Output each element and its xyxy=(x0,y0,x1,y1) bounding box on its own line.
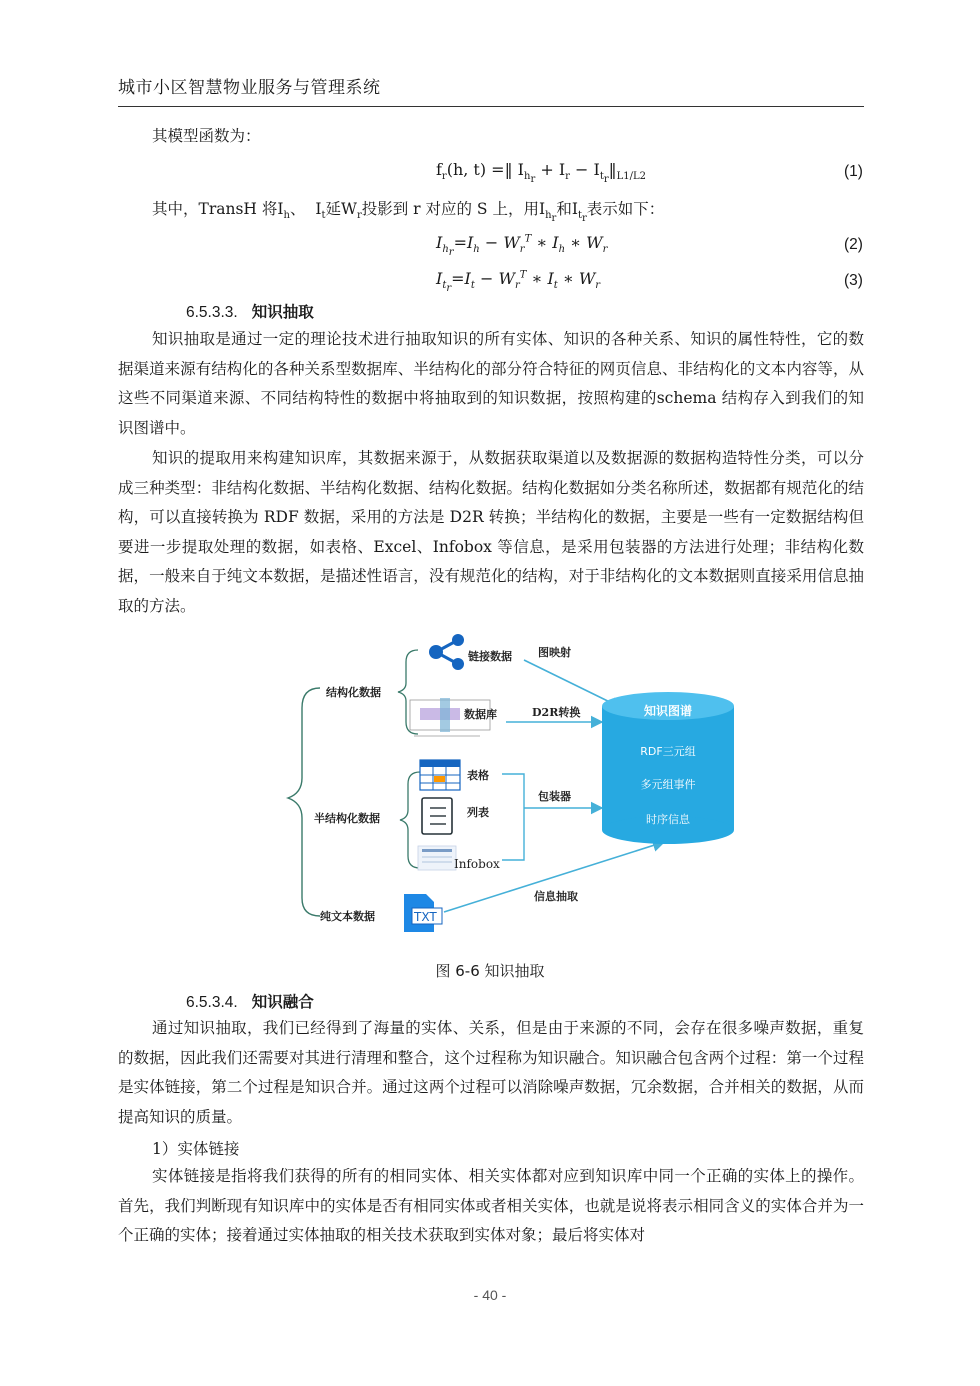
page-header xyxy=(118,70,864,107)
paragraph-2: 知识的提取用来构建知识库，其数据来源于，从数据获取渠道以及数据源的数据构造特性分类，可以分成三种类型：非结构化数据、半结构化数据、结构化数据。结构化数据如分类名称所述，数据都有规范化的结构，可以直接转换为 RDF 数据，采用的方法是 D2R 转换；半结构化的数据，主要是一些有一定数据结构但要进一步提取处理的数据，如表格、Excel、Infobox 等信息，是采用包装器的方法进行处理；非结构化数据，一般来自于纯文本数据，是描述性语言，没有规范化的结构，对于非结构化的文本数据则直接采用信息抽取的方法。 xyxy=(118,449,864,615)
label-structured: 结构化数据 xyxy=(326,686,381,699)
equation-1-number: (1) xyxy=(844,163,863,180)
label-txt: TXT xyxy=(414,910,437,924)
paragraph-1: 知识抽取是通过一定的理论技术进行抽取知识的所有实体、知识的各种关系、知识的属性特性，它的数据渠道来源有结构化的各种关系型数据库、半结构化的部分符合特征的网页信息、非结构化的文本内容等，从这些不同渠道来源、不同结构特性的数据中将抽取到的知识数据，按照构建的schema 结构存入到我们的知识图谱中。 xyxy=(118,330,864,437)
equation-2-number: (2) xyxy=(844,236,863,253)
label-kg-item-1: RDF三元组 xyxy=(640,745,696,758)
figure-caption: 图 6-6 知识抽取 xyxy=(435,962,545,980)
label-list: 列表 xyxy=(467,806,489,819)
equation-1: $f_r(h$, t) =‖ $I_{h_r} + I_r$ − $I_{t_r}‖_{L1/L2}$ xyxy=(436,160,647,186)
main-brace xyxy=(288,688,320,916)
section-heading-6534: 6.5.3.4. 知识融合 xyxy=(186,993,314,1011)
semi-bracket xyxy=(502,774,524,860)
label-database: 数据库 xyxy=(464,708,497,721)
equation-2: $I_{h_r}=I_h - W_r^T$ ∗ $I_h$ ∗ $W_r$ xyxy=(436,233,608,259)
label-d2r: D2R转换 xyxy=(532,706,581,719)
label-info-extract: 信息抽取 xyxy=(534,890,578,903)
semi-brace xyxy=(400,772,420,868)
intro-line: 其模型函数为： xyxy=(152,127,261,145)
knowledge-extraction-figure xyxy=(280,628,760,944)
label-semi-structured: 半结构化数据 xyxy=(314,812,380,825)
label-kg-title: 知识图谱 xyxy=(643,704,693,718)
list-item-entity-linking: 1）实体链接 xyxy=(152,1140,240,1158)
infobox-icon xyxy=(418,846,456,870)
equation-3: $I_{t_r}=I_t - W_r^T$ ∗ $I_t$ ∗ $W_r$ xyxy=(436,269,601,295)
structured-brace xyxy=(398,650,418,734)
label-infobox: Infobox xyxy=(454,857,500,871)
paragraph-4: 实体链接是指将我们获得的所有的相同实体、相关实体都对应到知识库中同一个正确的实体上的操作。首先，我们判断现有知识库中的实体是否有相同实体或者相关实体，也就是说将表示相同含义的实体合并为一个正确的实体；接着通过实体抽取的相关技术获取到实体对象；最后将实体对 xyxy=(118,1167,864,1245)
page-number: - 40 - xyxy=(473,1287,507,1303)
label-kg-item-3: 时序信息 xyxy=(646,813,690,826)
label-table: 表格 xyxy=(467,769,489,782)
label-graph-mapping: 图映射 xyxy=(538,646,571,659)
paragraph-3: 通过知识抽取，我们已经得到了海量的实体、关系，但是由于来源的不同，会存在很多噪声数据，重复的数据，因此我们还需要对其进行清理和整合，这个过程称为知识融合。知识融合包含两个过程：第一个过程是实体链接，第二个过程是知识合并。通过这两个过程可以消除噪声数据，冗余数据，合并相关的数据，从而提高知识的质量。 xyxy=(118,1019,864,1126)
label-plain-text: 纯文本数据 xyxy=(320,910,375,923)
linked-data-icon xyxy=(429,634,464,670)
label-wrapper: 包装器 xyxy=(538,790,571,803)
section-heading-6533: 6.5.3.3. 知识抽取 xyxy=(186,303,314,321)
label-linked-data: 链接数据 xyxy=(468,650,512,663)
equation-description: 其中，TransH 将$I_h$、 $I_t$延$W_r$投影到 r 对应的 S 上，用$I_{h_r}$和$I_{t_r}$表示如下： xyxy=(152,200,665,225)
list-icon xyxy=(422,798,452,834)
header-title: 城市小区智慧物业服务与管理系统 xyxy=(118,78,381,98)
equation-3-number: (3) xyxy=(844,272,863,289)
label-kg-item-2: 多元组事件 xyxy=(640,778,696,791)
table-icon xyxy=(420,760,460,790)
